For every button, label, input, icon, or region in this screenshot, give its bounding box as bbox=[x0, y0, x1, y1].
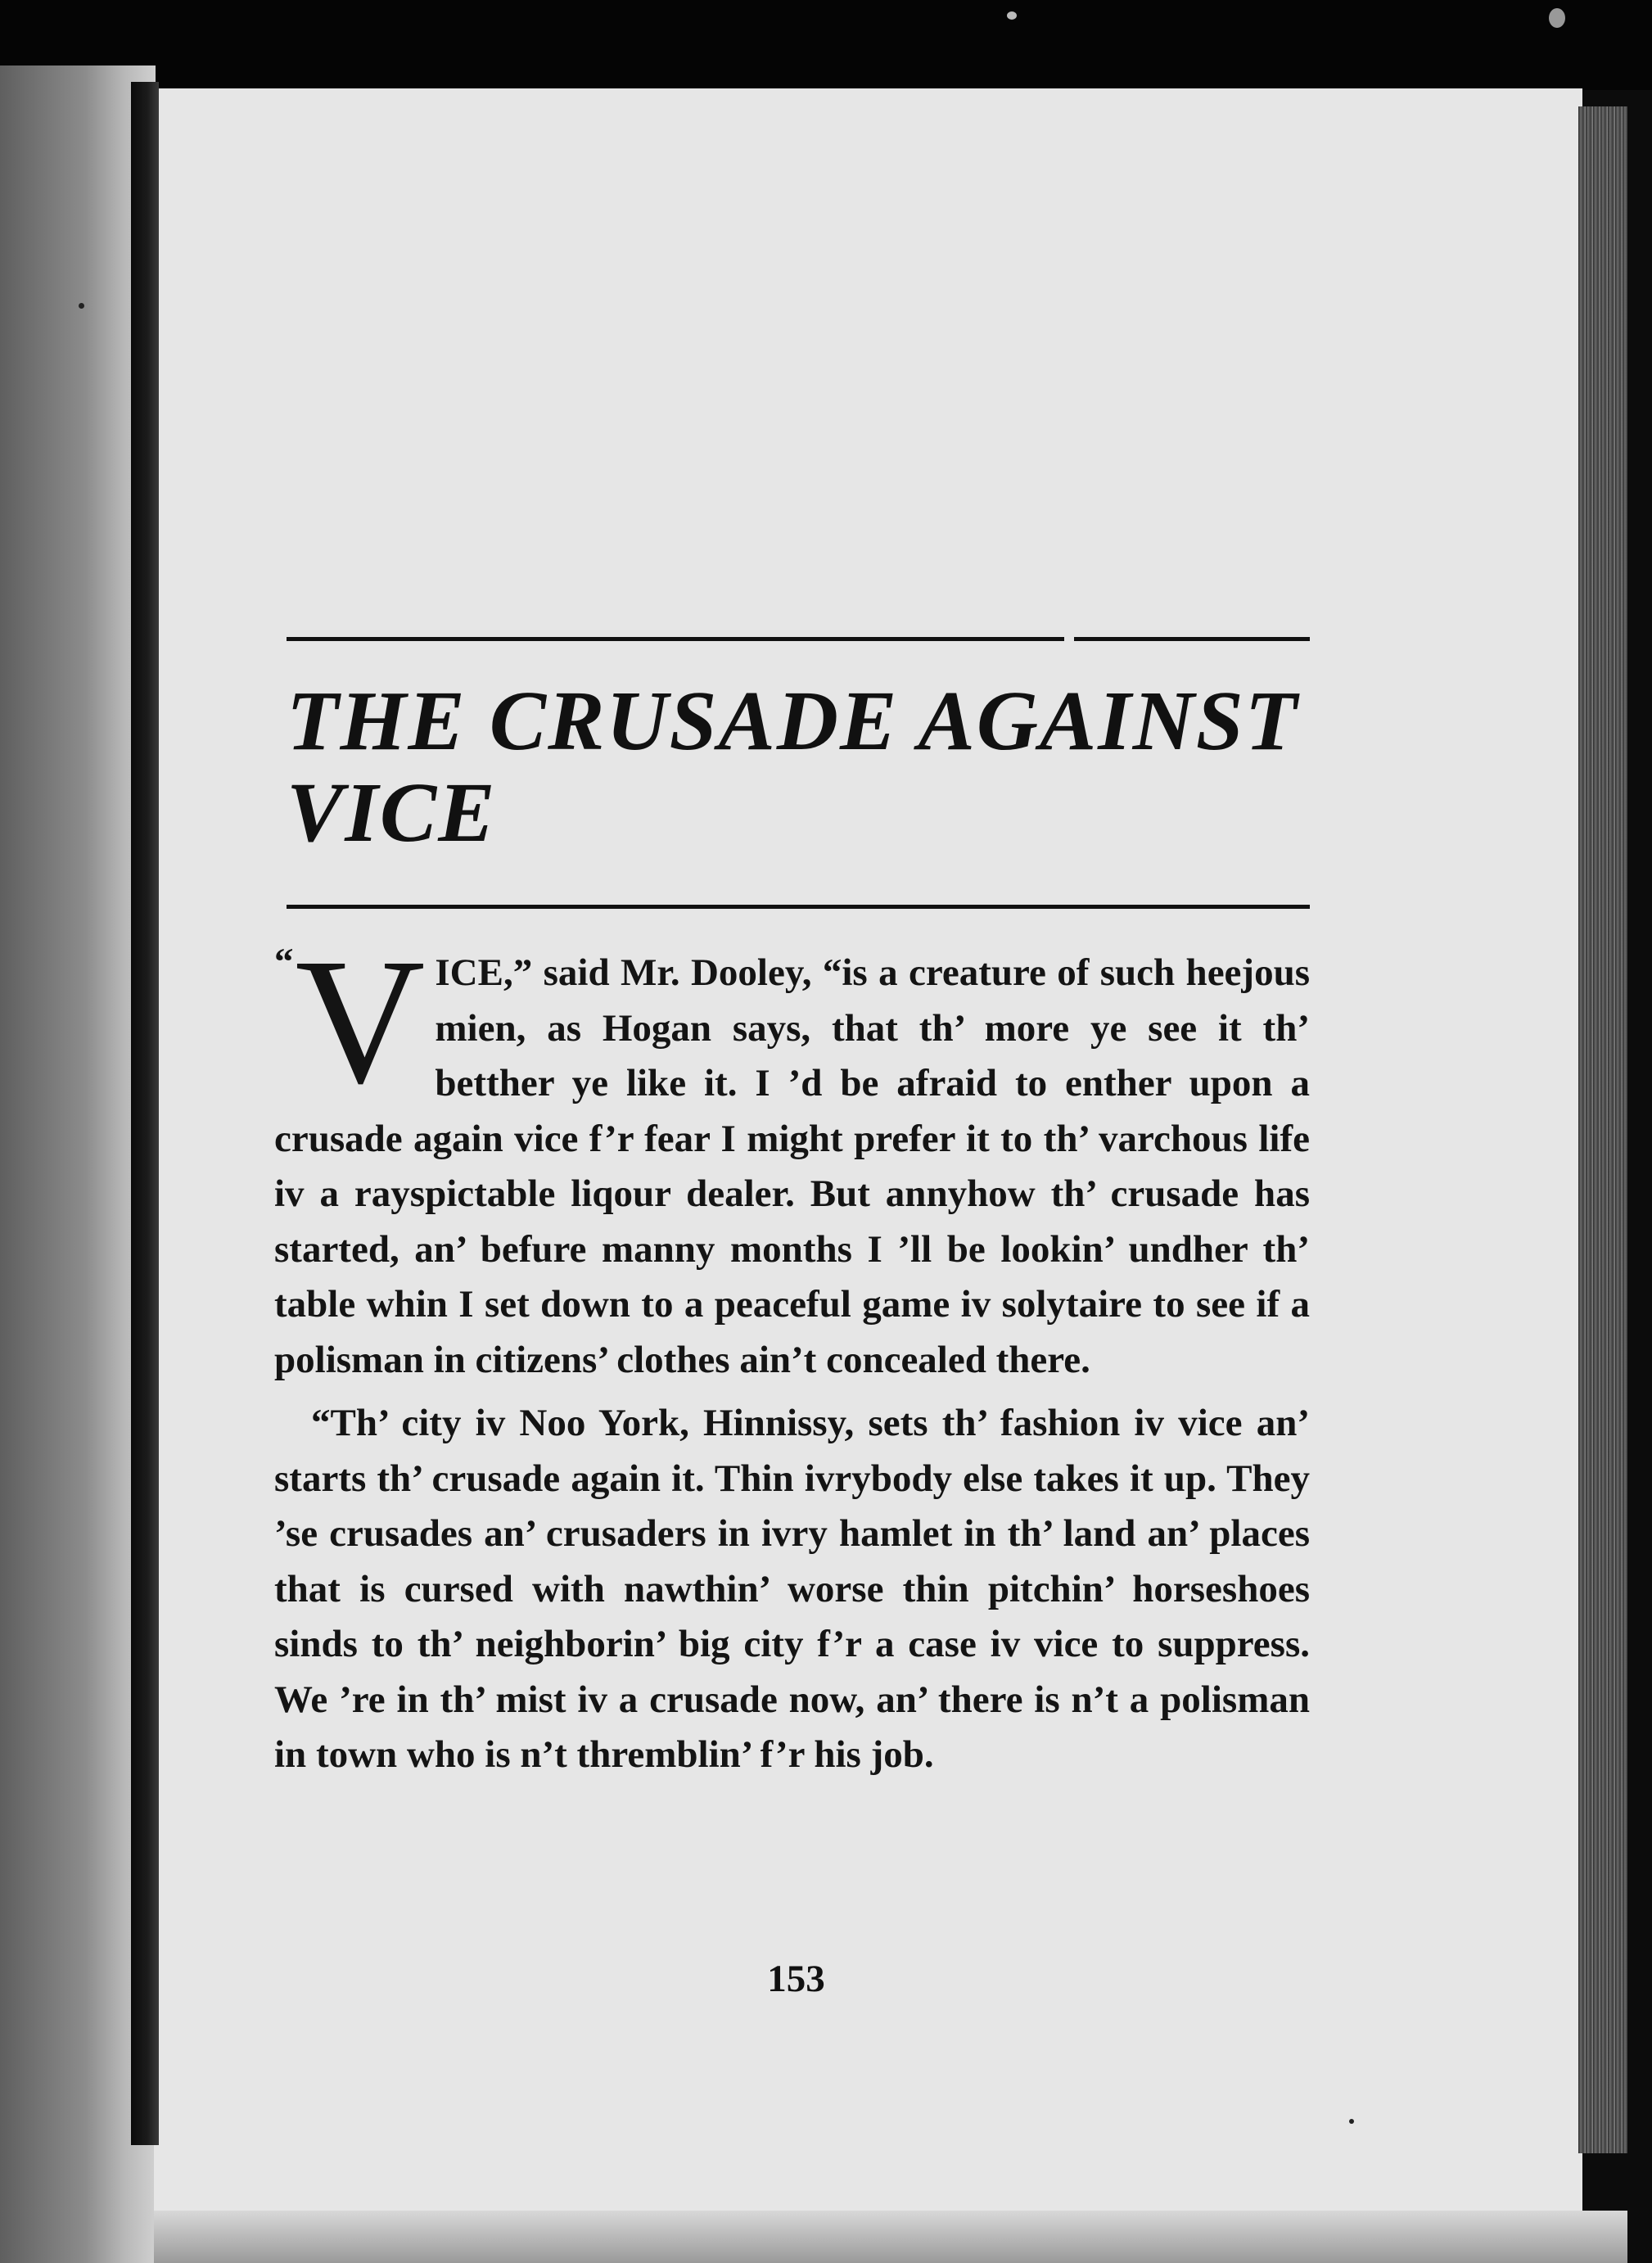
paragraph-2: “Th’ city iv Noo York, Hinnissy, sets th’ fashion iv vice an’ starts th’ crusade again it. Thin ivrybody else takes it up. They ’se crusades an’ crusaders in ivry hamlet in th’ land an’ places that is cursed with nawthin’ worse thin pitchin’ horseshoes sinds to th’ neighborin’ big city f’r a case iv vice to suppress. We ’re in th’ mist iv a crusade now, an’ there is n’t a polisman in town who is n’t thremblin’ f’r his job. bbox=[274, 1402, 1310, 1776]
right-page-edges bbox=[1578, 106, 1627, 2153]
paragraph-1 bbox=[274, 921, 1310, 1388]
scan-top-border bbox=[0, 0, 1652, 90]
opening-quote: “ bbox=[274, 941, 294, 983]
chapter-title: THE CRUSADE AGAINST VICE bbox=[287, 674, 1299, 860]
title-rule-bottom bbox=[287, 905, 1310, 909]
book-gutter bbox=[131, 82, 159, 2145]
chapter-body bbox=[274, 921, 1310, 1783]
bottom-scan-shade bbox=[154, 2211, 1627, 2263]
scan-speck bbox=[1349, 2119, 1354, 2124]
scan-speck bbox=[79, 303, 84, 309]
scan-speck bbox=[1007, 11, 1017, 20]
drop-cap: V bbox=[295, 921, 426, 1121]
paragraph-1-text: ICE,” said Mr. Dooley, “is a creature of such heejous mien, as Hogan says, that th’ more ye see it th’ betther ye like it. I ’d be afraid to enther upon a crusade again vice f’r fear I might prefer it to th’ varchous life iv a rayspictable liqour dealer. But annyhow th’ crusade has started, an’ befure manny months I ’ll be lookin’ undher th’ table whin I set down to a peaceful game iv solytaire to see if a polisman in citizens’ clothes ain’t concealed there. bbox=[274, 951, 1310, 1381]
title-rule-top-right bbox=[1074, 637, 1310, 641]
page-number: 153 bbox=[767, 1958, 825, 2000]
title-rule-top-left bbox=[287, 637, 1064, 641]
scan-speck bbox=[1549, 8, 1565, 28]
